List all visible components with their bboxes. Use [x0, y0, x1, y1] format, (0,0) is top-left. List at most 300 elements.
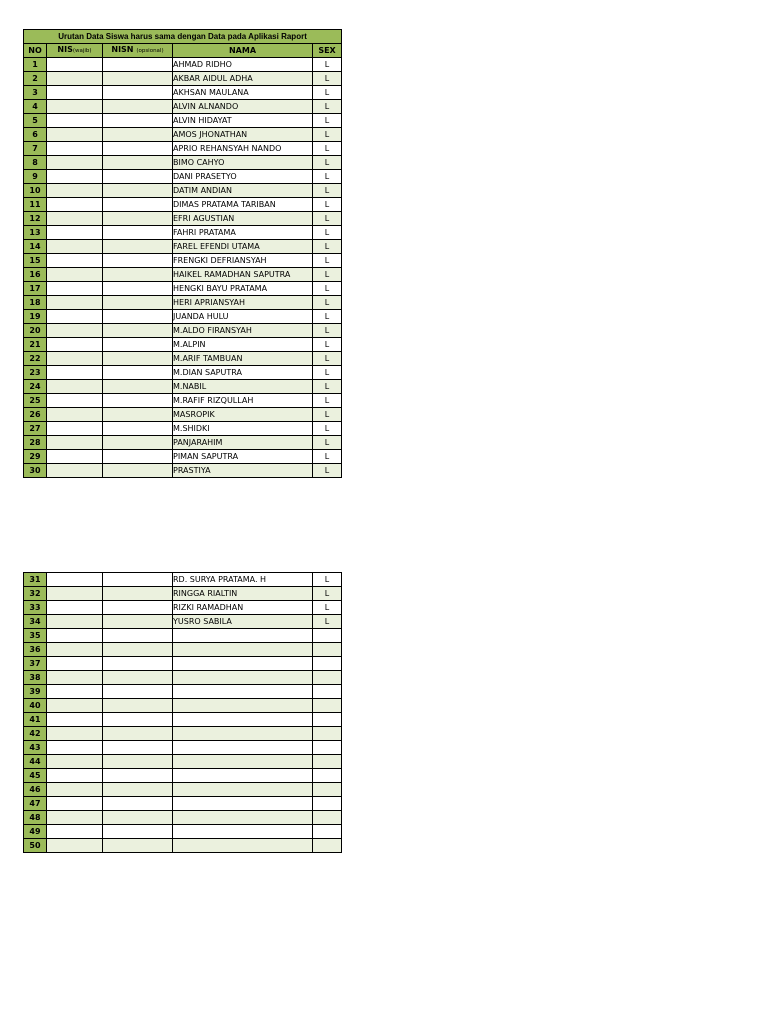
nis-cell[interactable] [47, 741, 103, 755]
nisn-cell[interactable] [103, 394, 173, 408]
nisn-cell[interactable] [103, 114, 173, 128]
nisn-cell[interactable] [103, 811, 173, 825]
name-cell [173, 825, 313, 839]
row-number: 12 [24, 212, 47, 226]
row-number: 44 [24, 755, 47, 769]
name-cell: RIZKI RAMADHAN [173, 601, 313, 615]
row-number: 29 [24, 450, 47, 464]
table-row [24, 240, 342, 254]
nisn-cell[interactable] [103, 198, 173, 212]
table-row [24, 755, 342, 769]
name-cell: AKBAR AIDUL ADHA [173, 72, 313, 86]
row-number: 1 [24, 58, 47, 72]
nisn-cell[interactable] [103, 671, 173, 685]
nisn-cell[interactable] [103, 226, 173, 240]
table-row [24, 615, 342, 629]
nisn-cell[interactable] [103, 587, 173, 601]
nisn-cell[interactable] [103, 601, 173, 615]
table-row [24, 769, 342, 783]
row-number: 3 [24, 86, 47, 100]
nisn-cell[interactable] [103, 741, 173, 755]
nis-cell[interactable] [47, 352, 103, 366]
nisn-cell[interactable] [103, 352, 173, 366]
row-number: 4 [24, 100, 47, 114]
header-nis-label: NIS [57, 45, 73, 54]
sex-cell [313, 797, 342, 811]
header-nisn [103, 44, 173, 58]
nis-cell[interactable] [47, 142, 103, 156]
row-number: 18 [24, 296, 47, 310]
table-row [24, 226, 342, 240]
nisn-cell[interactable] [103, 643, 173, 657]
nis-cell[interactable] [47, 380, 103, 394]
sex-cell: L [313, 170, 342, 184]
header-nisn-label: NISN [111, 45, 134, 54]
table-row [24, 198, 342, 212]
nisn-cell[interactable] [103, 450, 173, 464]
row-number: 8 [24, 156, 47, 170]
nis-cell[interactable] [47, 212, 103, 226]
sex-cell: L [313, 114, 342, 128]
sex-cell: L [313, 296, 342, 310]
table-row [24, 58, 342, 72]
name-cell [173, 713, 313, 727]
row-number: 47 [24, 797, 47, 811]
row-number: 36 [24, 643, 47, 657]
row-number: 28 [24, 436, 47, 450]
nis-cell[interactable] [47, 58, 103, 72]
nisn-cell[interactable] [103, 310, 173, 324]
table-row [24, 825, 342, 839]
sex-cell: L [313, 282, 342, 296]
nis-cell[interactable] [47, 450, 103, 464]
nis-cell[interactable] [47, 755, 103, 769]
sex-cell: L [313, 212, 342, 226]
sex-cell [313, 657, 342, 671]
nis-cell[interactable] [47, 657, 103, 671]
nisn-cell[interactable] [103, 86, 173, 100]
sex-cell [313, 713, 342, 727]
nis-cell[interactable] [47, 839, 103, 853]
nis-cell[interactable] [47, 629, 103, 643]
nisn-cell[interactable] [103, 629, 173, 643]
row-number: 41 [24, 713, 47, 727]
name-cell: MASROPIK [173, 408, 313, 422]
name-cell: FAREL EFENDI UTAMA [173, 240, 313, 254]
name-cell: AKHSAN MAULANA [173, 86, 313, 100]
table-row [24, 86, 342, 100]
table-row [24, 685, 342, 699]
sex-cell: L [313, 422, 342, 436]
row-number: 5 [24, 114, 47, 128]
nis-cell[interactable] [47, 86, 103, 100]
nisn-cell[interactable] [103, 58, 173, 72]
sex-cell: L [313, 254, 342, 268]
nis-cell[interactable] [47, 713, 103, 727]
table-row [24, 170, 342, 184]
row-number: 22 [24, 352, 47, 366]
name-cell: M.RAFIF RIZQULLAH [173, 394, 313, 408]
nis-cell[interactable] [47, 310, 103, 324]
name-cell: FRENGKI DEFRIANSYAH [173, 254, 313, 268]
nis-cell[interactable] [47, 797, 103, 811]
row-number: 17 [24, 282, 47, 296]
header-nisn-note: (opsional) [136, 48, 164, 54]
name-cell: ALVIN HIDAYAT [173, 114, 313, 128]
table-row [24, 268, 342, 282]
nis-cell[interactable] [47, 184, 103, 198]
name-cell: RD. SURYA PRATAMA. H [173, 573, 313, 587]
nisn-cell[interactable] [103, 657, 173, 671]
nisn-cell[interactable] [103, 240, 173, 254]
table-row [24, 324, 342, 338]
row-number: 20 [24, 324, 47, 338]
nisn-cell[interactable] [103, 727, 173, 741]
nisn-cell[interactable] [103, 573, 173, 587]
sex-cell [313, 783, 342, 797]
name-cell: EFRI AGUSTIAN [173, 212, 313, 226]
row-number: 11 [24, 198, 47, 212]
nisn-cell[interactable] [103, 184, 173, 198]
nis-cell[interactable] [47, 727, 103, 741]
row-number: 48 [24, 811, 47, 825]
name-cell: M.ARIF TAMBUAN [173, 352, 313, 366]
sex-cell: L [313, 226, 342, 240]
row-number: 13 [24, 226, 47, 240]
table-row [24, 727, 342, 741]
nis-cell[interactable] [47, 601, 103, 615]
table-row [24, 671, 342, 685]
sex-cell: L [313, 601, 342, 615]
header-nis-note: (wajib) [72, 48, 92, 54]
nis-cell[interactable] [47, 685, 103, 699]
nis-cell[interactable] [47, 128, 103, 142]
nis-cell[interactable] [47, 198, 103, 212]
nis-cell[interactable] [47, 573, 103, 587]
nis-cell[interactable] [47, 671, 103, 685]
sheet-title: Urutan Data Siswa harus sama dengan Data pada Aplikasi Raport [24, 30, 342, 44]
table-row [24, 394, 342, 408]
table-row [24, 839, 342, 853]
table-row [24, 352, 342, 366]
sex-cell [313, 811, 342, 825]
student-table-bottom [23, 572, 342, 853]
table-row [24, 128, 342, 142]
nis-cell[interactable] [47, 587, 103, 601]
sex-cell: L [313, 128, 342, 142]
nisn-cell[interactable] [103, 366, 173, 380]
nis-cell[interactable] [47, 366, 103, 380]
sex-cell: L [313, 324, 342, 338]
row-number: 7 [24, 142, 47, 156]
row-number: 27 [24, 422, 47, 436]
sex-cell: L [313, 310, 342, 324]
nis-cell[interactable] [47, 811, 103, 825]
table-row [24, 643, 342, 657]
sex-cell [313, 741, 342, 755]
nisn-cell[interactable] [103, 839, 173, 853]
table-row [24, 741, 342, 755]
table-row [24, 100, 342, 114]
sex-cell: L [313, 100, 342, 114]
row-number: 45 [24, 769, 47, 783]
name-cell [173, 811, 313, 825]
table-row [24, 797, 342, 811]
sex-cell: L [313, 380, 342, 394]
sex-cell: L [313, 338, 342, 352]
name-cell: RINGGA RIALTIN [173, 587, 313, 601]
name-cell [173, 643, 313, 657]
table-row [24, 587, 342, 601]
row-number: 19 [24, 310, 47, 324]
nis-cell[interactable] [47, 394, 103, 408]
nisn-cell[interactable] [103, 699, 173, 713]
name-cell: AMOS JHONATHAN [173, 128, 313, 142]
table-row [24, 783, 342, 797]
row-number: 38 [24, 671, 47, 685]
sex-cell: L [313, 587, 342, 601]
sex-cell [313, 839, 342, 853]
nisn-cell[interactable] [103, 380, 173, 394]
row-number: 24 [24, 380, 47, 394]
nis-cell[interactable] [47, 282, 103, 296]
nis-cell[interactable] [47, 324, 103, 338]
name-cell: M.NABIL [173, 380, 313, 394]
name-cell [173, 797, 313, 811]
nisn-cell[interactable] [103, 72, 173, 86]
nisn-cell[interactable] [103, 268, 173, 282]
nisn-cell[interactable] [103, 254, 173, 268]
table-row [24, 310, 342, 324]
name-cell: DATIM ANDIAN [173, 184, 313, 198]
student-table-top [23, 29, 342, 478]
row-number: 30 [24, 464, 47, 478]
name-cell: M.ALPIN [173, 338, 313, 352]
name-cell [173, 699, 313, 713]
table-row [24, 450, 342, 464]
nis-cell[interactable] [47, 296, 103, 310]
name-cell: HENGKI BAYU PRATAMA [173, 282, 313, 296]
sex-cell: L [313, 156, 342, 170]
nisn-cell[interactable] [103, 212, 173, 226]
nis-cell[interactable] [47, 226, 103, 240]
nisn-cell[interactable] [103, 296, 173, 310]
table-row [24, 629, 342, 643]
nis-cell[interactable] [47, 436, 103, 450]
nisn-cell[interactable] [103, 100, 173, 114]
row-number: 39 [24, 685, 47, 699]
row-number: 9 [24, 170, 47, 184]
nisn-cell[interactable] [103, 338, 173, 352]
name-cell: BIMO CAHYO [173, 156, 313, 170]
sex-cell [313, 643, 342, 657]
student-rows-top [24, 58, 342, 478]
name-cell [173, 755, 313, 769]
nisn-cell[interactable] [103, 324, 173, 338]
sex-cell [313, 769, 342, 783]
header-sex: SEX [313, 44, 342, 58]
sex-cell [313, 685, 342, 699]
name-cell: DIMAS PRATAMA TARIBAN [173, 198, 313, 212]
sex-cell [313, 671, 342, 685]
name-cell: M.SHIDKI [173, 422, 313, 436]
row-number: 32 [24, 587, 47, 601]
nis-cell[interactable] [47, 464, 103, 478]
nis-cell[interactable] [47, 825, 103, 839]
nisn-cell[interactable] [103, 685, 173, 699]
nisn-cell[interactable] [103, 755, 173, 769]
row-number: 31 [24, 573, 47, 587]
name-cell: M.DIAN SAPUTRA [173, 366, 313, 380]
name-cell [173, 657, 313, 671]
name-cell: PANJARAHIM [173, 436, 313, 450]
table-row [24, 464, 342, 478]
sex-cell: L [313, 268, 342, 282]
row-number: 40 [24, 699, 47, 713]
name-cell: HERI APRIANSYAH [173, 296, 313, 310]
sex-cell: L [313, 464, 342, 478]
name-cell [173, 783, 313, 797]
nisn-cell[interactable] [103, 713, 173, 727]
nis-cell[interactable] [47, 783, 103, 797]
name-cell [173, 629, 313, 643]
nisn-cell[interactable] [103, 797, 173, 811]
nis-cell[interactable] [47, 699, 103, 713]
header-nama: NAMA [173, 44, 313, 58]
nisn-cell[interactable] [103, 422, 173, 436]
sex-cell: L [313, 573, 342, 587]
sex-cell: L [313, 366, 342, 380]
row-number: 43 [24, 741, 47, 755]
table-row [24, 184, 342, 198]
table-row [24, 114, 342, 128]
name-cell: PIMAN SAPUTRA [173, 450, 313, 464]
name-cell: APRIO REHANSYAH NANDO [173, 142, 313, 156]
table-row [24, 436, 342, 450]
sex-cell: L [313, 352, 342, 366]
header-nis [47, 44, 103, 58]
table-row [24, 601, 342, 615]
sex-cell: L [313, 142, 342, 156]
nisn-cell[interactable] [103, 142, 173, 156]
nisn-cell[interactable] [103, 615, 173, 629]
row-number: 25 [24, 394, 47, 408]
row-number: 42 [24, 727, 47, 741]
row-number: 21 [24, 338, 47, 352]
nis-cell[interactable] [47, 422, 103, 436]
table-row [24, 142, 342, 156]
sex-cell: L [313, 408, 342, 422]
row-number: 2 [24, 72, 47, 86]
sex-cell: L [313, 58, 342, 72]
name-cell: DANI PRASETYO [173, 170, 313, 184]
sex-cell [313, 629, 342, 643]
row-number: 34 [24, 615, 47, 629]
name-cell: AHMAD RIDHO [173, 58, 313, 72]
name-cell: PRASTIYA [173, 464, 313, 478]
header-no: NO [24, 44, 47, 58]
row-number: 14 [24, 240, 47, 254]
sex-cell: L [313, 72, 342, 86]
table-row [24, 699, 342, 713]
table-row [24, 282, 342, 296]
sex-cell [313, 699, 342, 713]
sex-cell: L [313, 240, 342, 254]
sex-cell [313, 755, 342, 769]
table-row [24, 156, 342, 170]
nisn-cell[interactable] [103, 464, 173, 478]
name-cell [173, 685, 313, 699]
sex-cell: L [313, 184, 342, 198]
nisn-cell[interactable] [103, 128, 173, 142]
nisn-cell[interactable] [103, 436, 173, 450]
row-number: 6 [24, 128, 47, 142]
nis-cell[interactable] [47, 72, 103, 86]
table-row [24, 422, 342, 436]
nis-cell[interactable] [47, 100, 103, 114]
name-cell [173, 769, 313, 783]
name-cell [173, 741, 313, 755]
table-row [24, 408, 342, 422]
nis-cell[interactable] [47, 338, 103, 352]
nis-cell[interactable] [47, 114, 103, 128]
sex-cell: L [313, 615, 342, 629]
sex-cell: L [313, 198, 342, 212]
nis-cell[interactable] [47, 615, 103, 629]
nisn-cell[interactable] [103, 170, 173, 184]
row-number: 26 [24, 408, 47, 422]
row-number: 50 [24, 839, 47, 853]
sex-cell: L [313, 436, 342, 450]
sex-cell: L [313, 86, 342, 100]
nisn-cell[interactable] [103, 156, 173, 170]
name-cell: HAIKEL RAMADHAN SAPUTRA [173, 268, 313, 282]
nis-cell[interactable] [47, 408, 103, 422]
table-row [24, 338, 342, 352]
nis-cell[interactable] [47, 769, 103, 783]
table-row [24, 212, 342, 226]
nis-cell[interactable] [47, 268, 103, 282]
row-number: 16 [24, 268, 47, 282]
nisn-cell[interactable] [103, 825, 173, 839]
sex-cell: L [313, 394, 342, 408]
sex-cell [313, 727, 342, 741]
nisn-cell[interactable] [103, 769, 173, 783]
name-cell: M.ALDO FIRANSYAH [173, 324, 313, 338]
row-number: 37 [24, 657, 47, 671]
name-cell: ALVIN ALNANDO [173, 100, 313, 114]
student-rows-bottom [24, 573, 342, 853]
nis-cell[interactable] [47, 170, 103, 184]
table-row [24, 713, 342, 727]
nisn-cell[interactable] [103, 408, 173, 422]
sex-cell [313, 825, 342, 839]
row-number: 35 [24, 629, 47, 643]
nis-cell[interactable] [47, 254, 103, 268]
table-row [24, 254, 342, 268]
nisn-cell[interactable] [103, 282, 173, 296]
nisn-cell[interactable] [103, 783, 173, 797]
table-row [24, 573, 342, 587]
nis-cell[interactable] [47, 643, 103, 657]
table-row [24, 72, 342, 86]
table-row [24, 657, 342, 671]
name-cell [173, 671, 313, 685]
nis-cell[interactable] [47, 240, 103, 254]
name-cell: FAHRI PRATAMA [173, 226, 313, 240]
table-row [24, 366, 342, 380]
nis-cell[interactable] [47, 156, 103, 170]
